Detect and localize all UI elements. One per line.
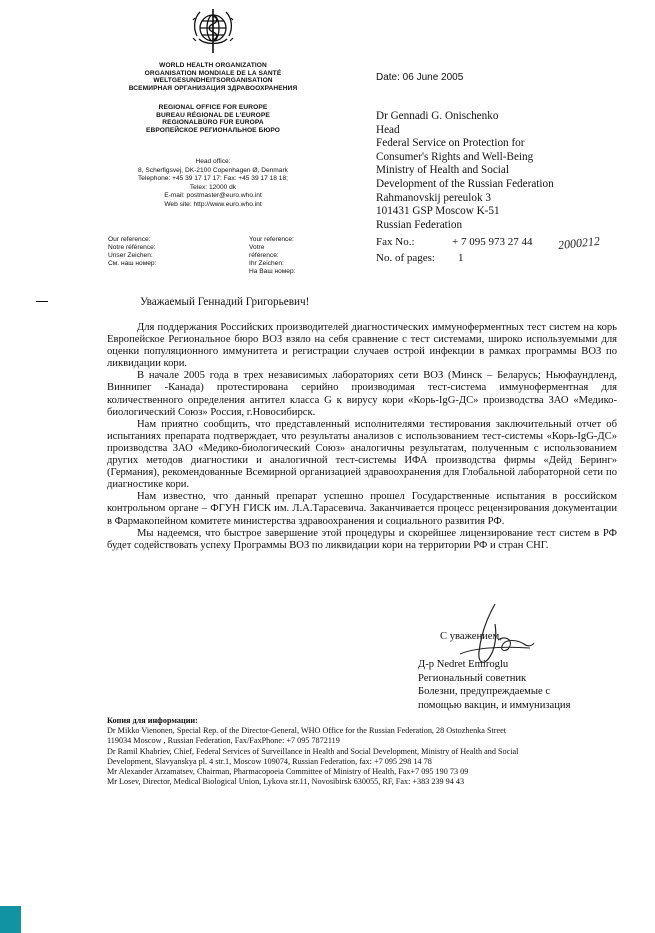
signatory-unit: Болезни, предупреждаемые с xyxy=(418,686,551,698)
handwritten-fax-note: 2000212 xyxy=(557,233,601,253)
greeting: Уважаемый Геннадий Григорьевич! xyxy=(140,296,310,308)
your-ref-line: Votre xyxy=(249,244,265,251)
head-office-line: Web site: http://www.euro.who.int xyxy=(164,200,262,208)
cc-line: Dr Ramil Khabriev, Chief, Federal Services of Surveillance in Health and Social Development, Ministry of Health and Social xyxy=(107,746,519,756)
letter-body xyxy=(107,322,617,552)
signatory-name: Д-р Nedret Emiroglu xyxy=(418,659,509,670)
regional-line: ЕВРОПЕЙСКОЕ РЕГИОНАЛЬНОЕ БЮРО xyxy=(146,126,280,134)
regional-line: REGIONAL OFFICE FOR EUROPE xyxy=(158,104,268,111)
regional-line: REGIONALBÜRO FÜR EUROPA xyxy=(162,119,264,127)
recipient-line: Consumer's Rights and Well-Being xyxy=(376,150,534,163)
recipient-line: Rahmanovskij pereulok 3 xyxy=(376,191,491,204)
your-ref-line: Ihr Zeichen: xyxy=(249,260,284,267)
org-line: WORLD HEALTH ORGANIZATION xyxy=(159,62,267,69)
copy-for-information xyxy=(107,716,627,787)
body-paragraph: Для поддержания Российских производителей диагностических иммуноферментных тест систем на корь Европейское Региональное бюро ВОЗ взяло на себя сравнение с тест системами, широко используемыми для оценки популяционного иммунитета и регистрации случаев острой инфекции в рамках программы ВОЗ по ликвидации кори. xyxy=(107,322,617,370)
head-office-line: 8, Scherfigsvej, DK-2100 Copenhagen Ø, Denmark xyxy=(138,166,288,174)
recipient-address xyxy=(376,110,554,232)
body-paragraph: Нам известно, что данный препарат успешно прошел Государственные испытания в российском контрольном органе – ФГУН ГИСК им. Л.А.Тарасевича. Заканчивается процесс рецензирования документации в Фармакопейном комитете министерства здравоохранения и социального развития РФ. xyxy=(107,491,617,527)
head-office-line: Telex: 12000 dk xyxy=(189,183,237,191)
body-paragraph: Нам приятно сообщить, что представленный исполнителями тестирования заключительный отчет об испытаниях препарата подтверждает, что результаты анализов с использованием тест-системы «Корь-IgG-ДС» производства ЗАО «Медико-биологический Союз» аналогичны результатам, полученным с использованием других методов диагностики и аналогичной тест-системы ИФА производства фирмы «Дейд Беринг» (Германия), рекомендованные Всемирной организацией здравоохранения для Глобальной лабораторной сети по диагностике кори. xyxy=(107,418,617,491)
signatory-unit: помощью вакцин, и иммунизация xyxy=(418,699,571,711)
org-line: WELTGESUNDHEITSORGANISATION xyxy=(153,77,273,85)
our-ref-line: Notre référence: xyxy=(108,244,156,251)
regional-line: BUREAU RÉGIONAL DE L'EUROPE xyxy=(156,111,270,119)
org-line: ВСЕМИРНАЯ ОРГАНИЗАЦИЯ ЗДРАВООХРАНЕНИЯ xyxy=(128,84,298,92)
corner-tab xyxy=(0,906,21,933)
recipient-line: Dr Gennadi G. Onischenko xyxy=(376,110,499,122)
org-line: ORGANISATION MONDIALE DE LA SANTÉ xyxy=(144,69,282,77)
fax-number: + 7 095 973 27 44 xyxy=(452,236,533,248)
our-ref-line: Our reference: xyxy=(108,236,151,243)
signatory-title: Региональный советник xyxy=(418,672,527,684)
cc-line: 119034 Moscow , Russian Federation, Fax/FaxPhone: +7 095 7872119 xyxy=(107,736,340,746)
cc-line: Mr Losev, Director, Medical Biological Union, Lykova str.11, Novosibirsk 630055, RF, Fax: +383 239 94 43 xyxy=(107,777,465,787)
head-office-line: E-mail: postmaster@euro.who.int xyxy=(164,192,262,199)
recipient-line: 101431 GSP Moscow K-51 xyxy=(376,205,500,218)
fax-label: Fax No.: xyxy=(376,236,415,248)
cc-line: Dr Mikko Vienonen, Special Rep. of the Director-General, WHO Office for the Russian Federation, 28 Ostozhenka Street xyxy=(107,726,507,736)
our-reference-block xyxy=(108,236,156,268)
pages-count: 1 xyxy=(458,252,464,264)
head-office-line: Head office: xyxy=(195,158,231,165)
organization-names xyxy=(108,62,318,92)
signature-block xyxy=(418,658,570,712)
regional-office-names xyxy=(108,104,318,134)
your-ref-line: Your reference: xyxy=(249,236,294,243)
letter-date: Date: 06 June 2005 xyxy=(376,72,464,83)
recipient-line: Development of the Russian Federation xyxy=(376,177,554,190)
closing-phrase: С уважением, xyxy=(440,631,502,642)
recipient-line: Federal Service on Protection for xyxy=(376,137,525,150)
cc-line: Development, Slavyanskya pl. 4 str.1, Moscow 109074, Russian Federation, fax: +7 095 298 14 78 xyxy=(107,756,432,766)
recipient-line: Russian Federation xyxy=(376,218,463,231)
body-paragraph: В начале 2005 года в трех независимых лабораториях сети ВОЗ (Минск – Беларусь; Ньюфаундленд, Виннипег -Канада) протестирована серийно производимая тест-система иммуноферментная для количественного определения антител класса G к вирусу кори «Корь-IgG-ДС» производства ЗАО «Медико-биологический Союз» Россия, г.Новосибирск. xyxy=(107,370,617,418)
your-ref-line: référence: xyxy=(249,252,279,259)
head-office-line: Telephone: +45 39 17 17 17; Fax: +45 39 17 18 18; xyxy=(138,175,288,182)
cc-heading: Копия для информации: xyxy=(107,716,198,725)
cc-line: Mr Alexander Arzamatsev, Chairman, Pharmacopoeia Committee of Ministry of Health, Fax+7 095 190 73 09 xyxy=(107,767,469,777)
your-reference-block xyxy=(249,236,295,276)
margin-dash xyxy=(36,301,48,302)
recipient-line: Ministry of Health and Social xyxy=(376,164,509,177)
body-paragraph: Мы надеемся, что быстрое завершение этой процедуры и скорейшее лицензирование тест систем в РФ будет содействовать успеху Программы ВОЗ по ликвидации кори на территории РФ и стран СНГ. xyxy=(107,527,617,551)
recipient-line: Head xyxy=(376,123,400,136)
pages-label: No. of pages: xyxy=(376,252,435,264)
our-ref-line: См. наш номер: xyxy=(108,260,157,267)
who-emblem-logo xyxy=(189,6,237,58)
your-ref-line: На Ваш номер: xyxy=(249,268,296,275)
head-office-block xyxy=(108,158,318,209)
our-ref-line: Unser Zeichen: xyxy=(108,252,153,259)
